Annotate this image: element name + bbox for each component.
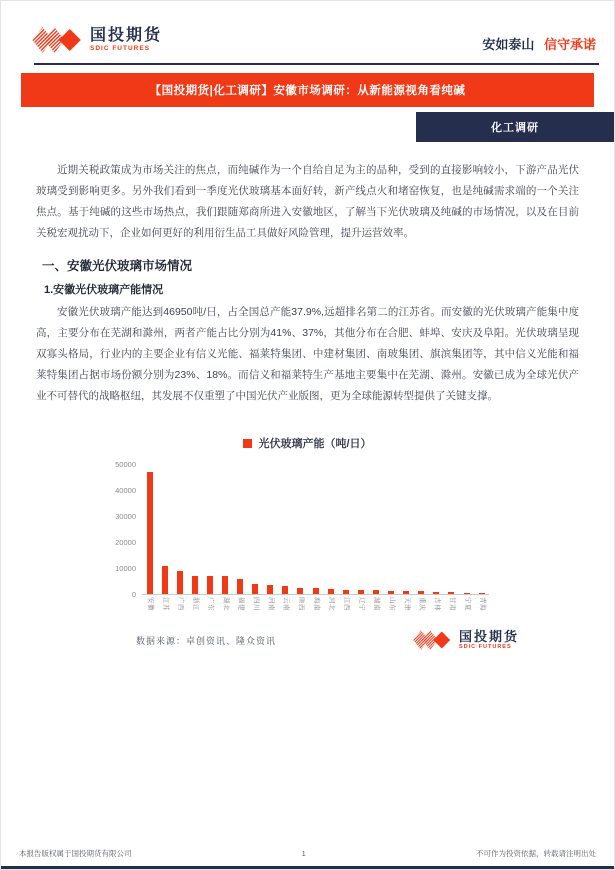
chart-bar [358,590,364,594]
bar-column [459,465,474,594]
chart-x-label: 甘肃 [448,597,456,611]
x-label-column [263,597,278,611]
y-tick-label: 30000 [115,512,136,521]
bar-column [368,465,383,594]
chart-bar [464,593,470,594]
chart-bar [177,571,183,594]
chart-legend [36,435,579,451]
report-title-banner: 【国投期货|化工调研】安徽市场调研：从新能源视角看纯碱 [21,73,594,107]
chart-x-label: 湖北 [222,597,230,611]
chart-bar [162,566,168,594]
x-label-column [142,597,157,611]
chart-x-axis [142,597,489,611]
chart-bar [479,593,485,594]
bar-column [308,465,323,594]
company-slogan [482,34,596,57]
x-label-column [157,597,172,611]
bar-column [248,465,263,594]
bar-column [444,465,459,594]
logo-company-name-en: SDIC FUTURES [90,44,151,52]
x-label-column [308,597,323,611]
logo-company-name-en: SDIC FUTURES [458,643,512,650]
chart-x-label: 江西 [343,597,351,611]
chart-plot-row [102,460,579,599]
y-tick-label: 20000 [115,538,136,547]
page-footer [1,848,614,859]
chart-x-label: 吉林 [433,597,441,611]
report-body [1,142,614,653]
legend-swatch-icon [243,439,252,448]
x-label-column [323,597,338,611]
chart-bar [373,590,379,594]
page-number: 1 [301,849,306,858]
bar-column [429,465,444,594]
x-label-column [429,597,444,611]
chart-bar [448,592,454,594]
chart-bar [328,589,334,594]
chart-x-label: 青海 [478,597,486,611]
chart-x-label: 广东 [207,597,215,611]
company-logo [31,23,162,57]
chart-bar [297,588,303,594]
chart-bar [313,588,319,594]
bar-column [172,465,187,594]
intro-paragraph: 近期关税政策成为市场关注的焦点，而纯碱作为一个自给自足为主的品种，受到的直接影响较小，下游产品光伏玻璃受到影响更多。另外我们看到一季度光伏玻璃基本面好转，新产线点火和堵窑恢复，也是纯碱需求端的一个关注焦点。基于纯碱的这些市场热点，我们跟随郑商所进入安徽地区，了解当下光伏玻璃及纯碱的市场情况，以及在目前关税宏观扰动下，企业如何更好的利用衍生品工具做好风险管理，提升运营效率。 [36,164,579,239]
bar-column [217,465,232,594]
x-label-column [278,597,293,611]
logo-company-name: 国投期货 [90,26,163,44]
capacity-paragraph: 安徽光伏玻璃产能达到46950吨/日，占全国总产能37.9%,远超排名第二的江苏省。而安徽的光伏玻璃产能集中度高，主要分布在芜湖和滁州，两者产能占比分别为41%、37%，其他分布在合肥、蚌埠、安庆及阜阳。光伏玻璃呈现双寡头格局，行业内的主要企业有信义光能、福莱特集团、中建材集团、南玻集团、旗滨集团等，其中信义光能和福莱特集团占据市场份额分别为23%、18%。而信义和福莱特生产基地主要集中在芜湖、滁州。安徽已成为全球光伏产业不可替代的战略枢纽，其发展不仅重塑了中国光伏产业版图，更为全球能源转型提供了关键支撑。 [36,306,579,402]
chart-bar [192,576,198,594]
x-label-column [444,597,459,611]
y-tick-label: 0 [131,590,136,599]
bar-column [263,465,278,594]
legend-label: 光伏玻璃产能（吨/日） [258,438,372,450]
category-tag-row [1,112,614,142]
slogan-part2: 信守承诺 [543,37,596,52]
slogan-part1: 安如泰山 [482,37,535,52]
copyright-note: 本报告版权属于国投期货有限公司 [19,849,132,858]
chart-bar [418,591,424,594]
chart-plot-area [142,465,489,595]
x-label-column [414,597,429,611]
bar-column [353,465,368,594]
x-label-column [172,597,187,611]
x-label-column [217,597,232,611]
chart-bar [207,576,213,594]
chart-bar [343,590,349,594]
chart-bar [433,592,439,594]
chart-x-label: 福建 [237,597,245,611]
logo-company-name: 国投期货 [458,628,519,644]
bar-column [187,465,202,594]
x-label-column [248,597,263,611]
bar-column [142,465,157,594]
bar-column [202,465,217,594]
x-label-column [293,597,308,611]
capacity-bar-chart [36,435,579,653]
category-tag: 化工调研 [416,112,614,142]
chart-x-label: 山东 [388,597,396,611]
chart-bar [388,591,394,594]
chart-x-label: 安徽 [146,597,154,611]
bar-column [414,465,429,594]
chart-x-label: 辽宁 [358,597,366,611]
chart-x-label: 云南 [282,597,290,611]
chart-x-label: 江苏 [161,597,169,611]
section-heading: 一、安徽光伏玻璃市场情况 [42,259,193,273]
disclaimer-note: 不可作为投资依据，转载请注明出处 [475,849,596,858]
bar-column [278,465,293,594]
chart-bar [222,576,228,594]
chart-x-label: 河南 [267,597,275,611]
x-label-column [459,597,474,611]
subsection-heading: 1.安徽光伏玻璃产能情况 [44,284,164,296]
x-label-column [399,597,414,611]
chart-x-label: 湖南 [373,597,381,611]
page-header [1,1,614,63]
header-divider [34,63,599,65]
chart-x-label: 河北 [327,597,335,611]
chart-x-label: 天津 [403,597,411,611]
chart-x-label: 海南 [312,597,320,611]
chart-bar [282,586,288,594]
bar-column [338,465,353,594]
bar-column [474,465,489,594]
chart-bar [252,584,258,594]
x-label-column [338,597,353,611]
bar-column [293,465,308,594]
diamond-logo-icon [412,627,452,653]
chart-bar [237,579,243,594]
chart-x-label: 宁夏 [463,597,471,611]
chart-bar [267,585,273,594]
bar-column [323,465,338,594]
x-label-column [187,597,202,611]
chart-footer-row [136,627,519,653]
y-tick-label: 40000 [115,486,136,495]
y-tick-label: 50000 [115,460,136,469]
bar-column [399,465,414,594]
bar-column [384,465,399,594]
x-label-column [353,597,368,611]
footer-divider [1,866,614,869]
bar-column [157,465,172,594]
data-source-note: 数据来源：卓创资讯、隆众资讯 [136,635,277,646]
diamond-logo-icon [31,23,83,57]
chart-x-label: 四川 [252,597,260,611]
chart-bar [403,591,409,594]
chart-x-label: 广西 [176,597,184,611]
y-tick-label: 10000 [115,564,136,573]
chart-x-label: 浙江 [192,597,200,611]
chart-bar [147,472,153,594]
x-label-column [474,597,489,611]
x-label-column [368,597,383,611]
chart-y-axis [102,460,142,599]
x-label-column [202,597,217,611]
x-label-column [384,597,399,611]
x-label-column [233,597,248,611]
chart-x-label: 重庆 [418,597,426,611]
bar-column [233,465,248,594]
chart-watermark-logo [412,627,519,653]
chart-x-label: 陕西 [297,597,305,611]
